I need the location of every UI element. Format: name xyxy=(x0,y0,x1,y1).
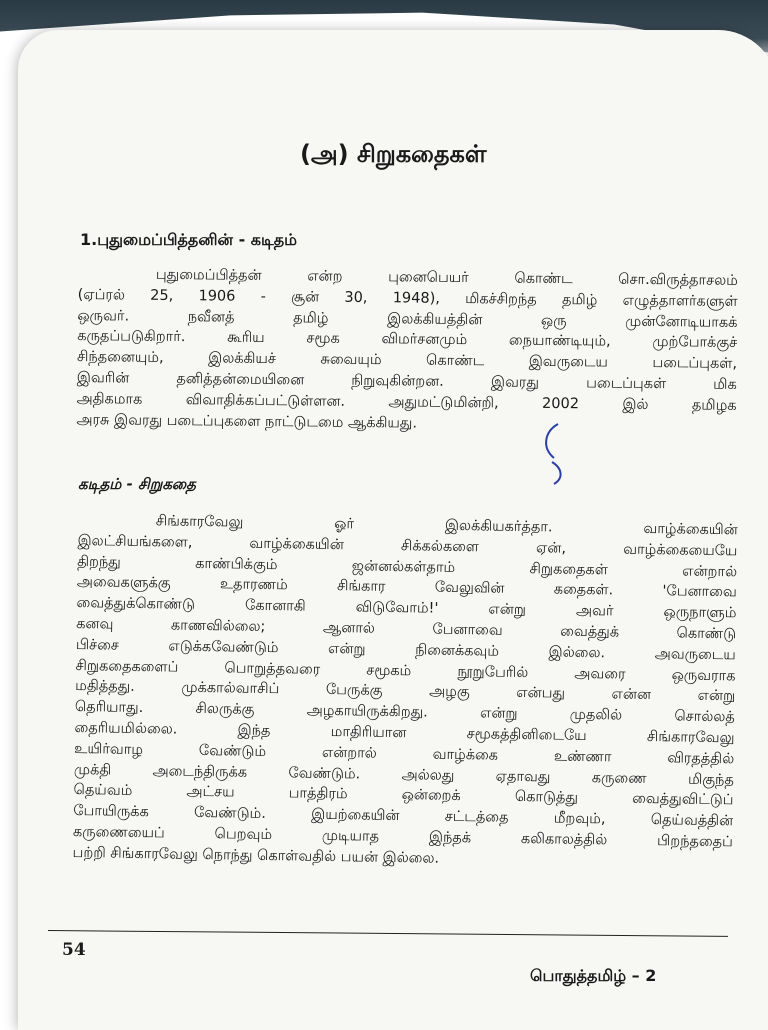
intro-paragraph xyxy=(76,264,738,437)
text-line: இலட்சியங்களை, வாழ்க்கையின் சிக்கல்களை ஏன், வாழ்க்கையையே xyxy=(77,532,738,560)
text-line: முக்தி அடைந்திருக்க வேண்டும். அல்லது ஏதாவது கருணை மிகுந்த xyxy=(73,761,734,788)
text-line: கனவு காணவில்லை; ஆனால் பேனாவை வைத்துக் கொண்டு xyxy=(76,615,737,643)
text-line: கருணையைப் பெறவும் முடியாத இந்தக் கலிகாலத்தில் பிறந்ததைப் xyxy=(72,823,733,851)
text-line: சிந்தனையும், இலக்கியச் சுவையும் கொண்ட இவருடைய படைப்புகள், xyxy=(76,349,738,373)
text-line: அதிகமாக விவாதிக்கப்பட்டுள்ளன. அதுமட்டுமின்றி, 2002 இல் தமிழக xyxy=(76,390,737,414)
section-heading: 1.புதுமைப்பித்தனின் - கடிதம் xyxy=(80,230,298,249)
text-line: இவரின் தனித்தன்மையினை நிறுவுகின்றன. இவரது படைப்புகள் மிக xyxy=(76,369,737,393)
text-line: தெய்வம் அட்சய பாத்திரம் ஒன்றைக் கொடுத்து வைத்துவிட்டுப் xyxy=(73,782,734,809)
text-line: மதித்தது. முக்கால்வாசிப் பேருக்கு அழகு என்பது என்ன என்று xyxy=(75,678,736,705)
text-line: கருதப்படுகிறார். கூரிய சமூக விமர்சனமும் நையாண்டியும், முற்போக்குச் xyxy=(77,328,738,352)
text-line: போயிருக்க வேண்டும். இயற்கையின் சட்டத்தை மீறவும், தெய்வத்தின் xyxy=(73,803,734,830)
page-number: 54 xyxy=(62,940,86,960)
text-line: தெரியாது. சிலருக்கு அழகாயிருக்கிறது. என்று முதலில் சொல்லத் xyxy=(74,699,735,726)
text-line: திறந்து காண்பிக்கும் ஜன்னல்கள்தாம் சிறுகதைகள் என்றால் xyxy=(77,553,738,580)
page-title: (அ) சிறுகதைகள் xyxy=(300,140,487,168)
sub-heading: கடிதம் - சிறுகதை xyxy=(78,475,196,493)
text-line: தைரியமில்லை. இந்த மாதிரியான சமூகத்தினிடையே சிங்காரவேலு xyxy=(74,719,735,747)
text-line: வைத்துக்கொண்டு கோனாகி விடுவோம்!' என்று அவர் ஒருநாளும் xyxy=(76,595,737,622)
text-line: புதுமைப்பித்தன் என்ற புனைபெயர் கொண்ட சொ.விருத்தாசலம் xyxy=(155,266,738,289)
text-line: சிறுகதைகளைப் பொறுத்தவரை சமூகம் நூறுபேரில் அவரை ஒருவராக xyxy=(75,657,736,684)
text-line: அரசு இவரது படைப்புகளை நாட்டுடமை ஆக்கியது. xyxy=(76,411,418,432)
story-paragraph xyxy=(72,510,737,874)
text-line: உயிர்வாழ வேண்டும் என்றால் வாழ்க்கை உண்ணா விரதத்தில் xyxy=(74,740,735,768)
text-line: பற்றி சிங்காரவேலு நொந்து கொள்வதில் பயன் இல்லை. xyxy=(72,844,440,867)
text-line: (ஏப்ரல் 25, 1906 - சூன் 30, 1948), மிகச்சிறந்த தமிழ் எழுத்தாளர்களுள் xyxy=(77,286,738,310)
text-line: சிங்காரவேலு ஓர் இலக்கியகர்த்தா. வாழ்க்கையின் xyxy=(155,513,738,539)
text-line: ஒருவர். நவீனத் தமிழ் இலக்கியத்தின் ஒரு முன்னோடியாகக் xyxy=(77,307,738,331)
pen-bracket-mark xyxy=(528,418,768,488)
text-line: அவைகளுக்கு உதாரணம் சிங்கார வேலுவின் கதைகள். 'பேனாவை xyxy=(76,574,737,601)
book-footer-label: பொதுத்தமிழ் – 2 xyxy=(530,966,657,985)
text-line: பிச்சை எடுக்கவேண்டும் என்று நினைக்கவும் இல்லை. அவருடைய xyxy=(75,636,736,664)
